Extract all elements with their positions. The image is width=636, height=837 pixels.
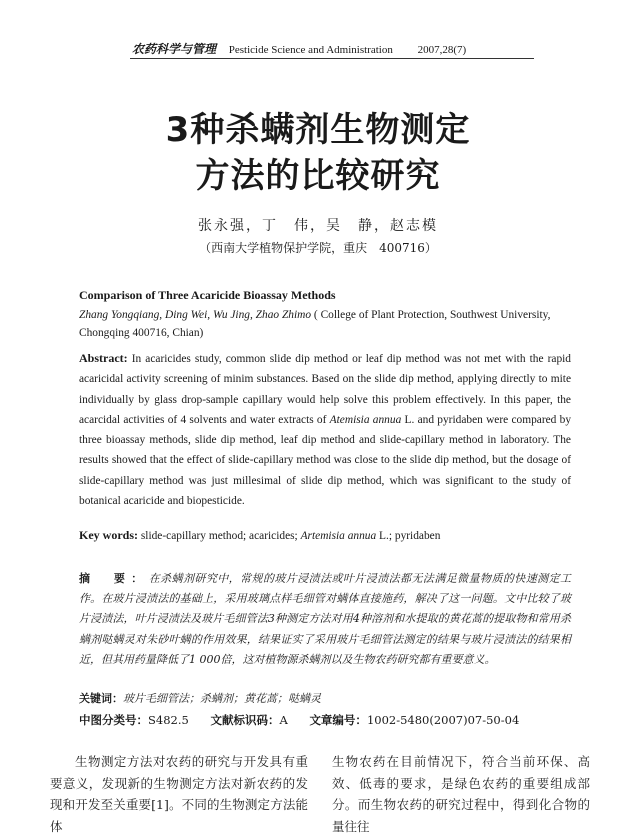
english-keywords-label: Key words:	[79, 528, 138, 542]
chinese-keywords-label: 关键词：	[79, 692, 123, 705]
chinese-keywords-text: 玻片毛细管法；杀螨剂；黄花蒿；哒螨灵	[123, 692, 321, 705]
paper-title-line-2: 方法的比较研究	[195, 156, 441, 196]
chinese-abstract-text: 在杀螨剂研究中，常规的玻片浸渍法或叶片浸渍法都无法满足微量物质的快速测定工作。在玻片浸渍法的基础上，采用玻璃点样毛细管对螨体直接施药，解决了这一问题。文中比较了玻片浸渍法，叶片浸渍法及玻片毛细管法3种测定方法对用4种溶剂和水提取的黄花蒿的提取物和常用杀螨剂哒螨灵对朱砂叶螨的作用效果，结果证实了采用玻片毛细管法测定的结果与玻片浸渍法的结果相近，但其用药量降低了1 000倍，这对植物源杀螨剂以及生物农药研究都有重要意义。	[79, 572, 572, 666]
journal-issue: 2007,28(7)	[417, 44, 467, 56]
doc-code-label: 文献标识码：	[210, 713, 280, 727]
english-keywords-text-1: slide-capillary method; acaricides;	[138, 530, 301, 542]
paper-title-line-1: 3种杀螨剂生物测定	[165, 110, 471, 150]
english-keywords	[79, 528, 571, 543]
running-header	[132, 40, 532, 58]
affiliation-cn: （西南大学植物保护学院，重庆 400716）	[199, 241, 437, 255]
english-keywords-species: Artemisia annua	[300, 530, 377, 542]
english-title: Comparison of Three Acaricide Bioassay Methods	[79, 288, 336, 302]
english-abstract-species: Atemisia annua	[329, 413, 402, 426]
header-rule	[130, 58, 534, 59]
english-author-names: Zhang Yongqiang, Ding Wei, Wu Jing, Zhao Zhimo	[79, 309, 312, 321]
english-abstract-text-1: In acaricides study, common slide dip method or leaf dip method was not met with the rapid acaricidal activity screening of minim substances. Based on the slide dip method, applying directly to mite individually by glass drop-sample capillary would help solve this problem effectively. In this paper, the acarcidal activities of 4 solvents and water extracts of	[79, 353, 571, 426]
journal-name-cn: 农药科学与管理	[132, 42, 217, 56]
chinese-abstract	[79, 569, 571, 670]
clc-value: S482.5	[148, 713, 189, 727]
english-authors	[79, 307, 571, 342]
article-no-label: 文章编号：	[309, 713, 367, 727]
english-abstract-text-2: L. and pyridaben were compared by three bioassay methods, slide dip method, leaf dip method and slide-capillary method in laboratory. The results showed that the effect of slide-capillary method was close to the slide dip method, but the dosage of slide-capillary method was just millesimal of slide dip method, which was significant to the study of botanical acaricide and biopesticide.	[79, 413, 572, 508]
clc-label: 中图分类号：	[79, 713, 148, 727]
body-column-right: 生物农药在目前情况下，符合当前环保、高效、低毒的要求，是绿色农药的重要组成部分。而生物农药的研究过程中，得到化合物的量往往	[332, 754, 590, 834]
english-affiliation: ( College of Plant Protection, Southwest University, Chongqing 400716, Chian)	[79, 309, 551, 339]
classification-line	[79, 712, 571, 728]
english-abstract	[79, 348, 571, 511]
body-column-left: 生物测定方法对农药的研究与开发具有重要意义，发现新的生物测定方法对新农药的发现和开发至关重要[1]。不同的生物测定方法能体	[50, 754, 308, 834]
article-no-value: 1002-5480(2007)07-50-04	[366, 713, 520, 727]
chinese-keywords	[79, 690, 571, 706]
chinese-abstract-label: 摘 要：	[79, 572, 149, 585]
english-abstract-label: Abstract:	[79, 351, 128, 365]
journal-name-en: Pesticide Science and Administration	[228, 44, 393, 56]
english-keywords-text-2: L.; pyridaben	[376, 530, 441, 542]
authors-cn: 张永强，丁 伟，吴 静，赵志模	[198, 218, 438, 234]
doc-code-value: A	[279, 713, 288, 727]
